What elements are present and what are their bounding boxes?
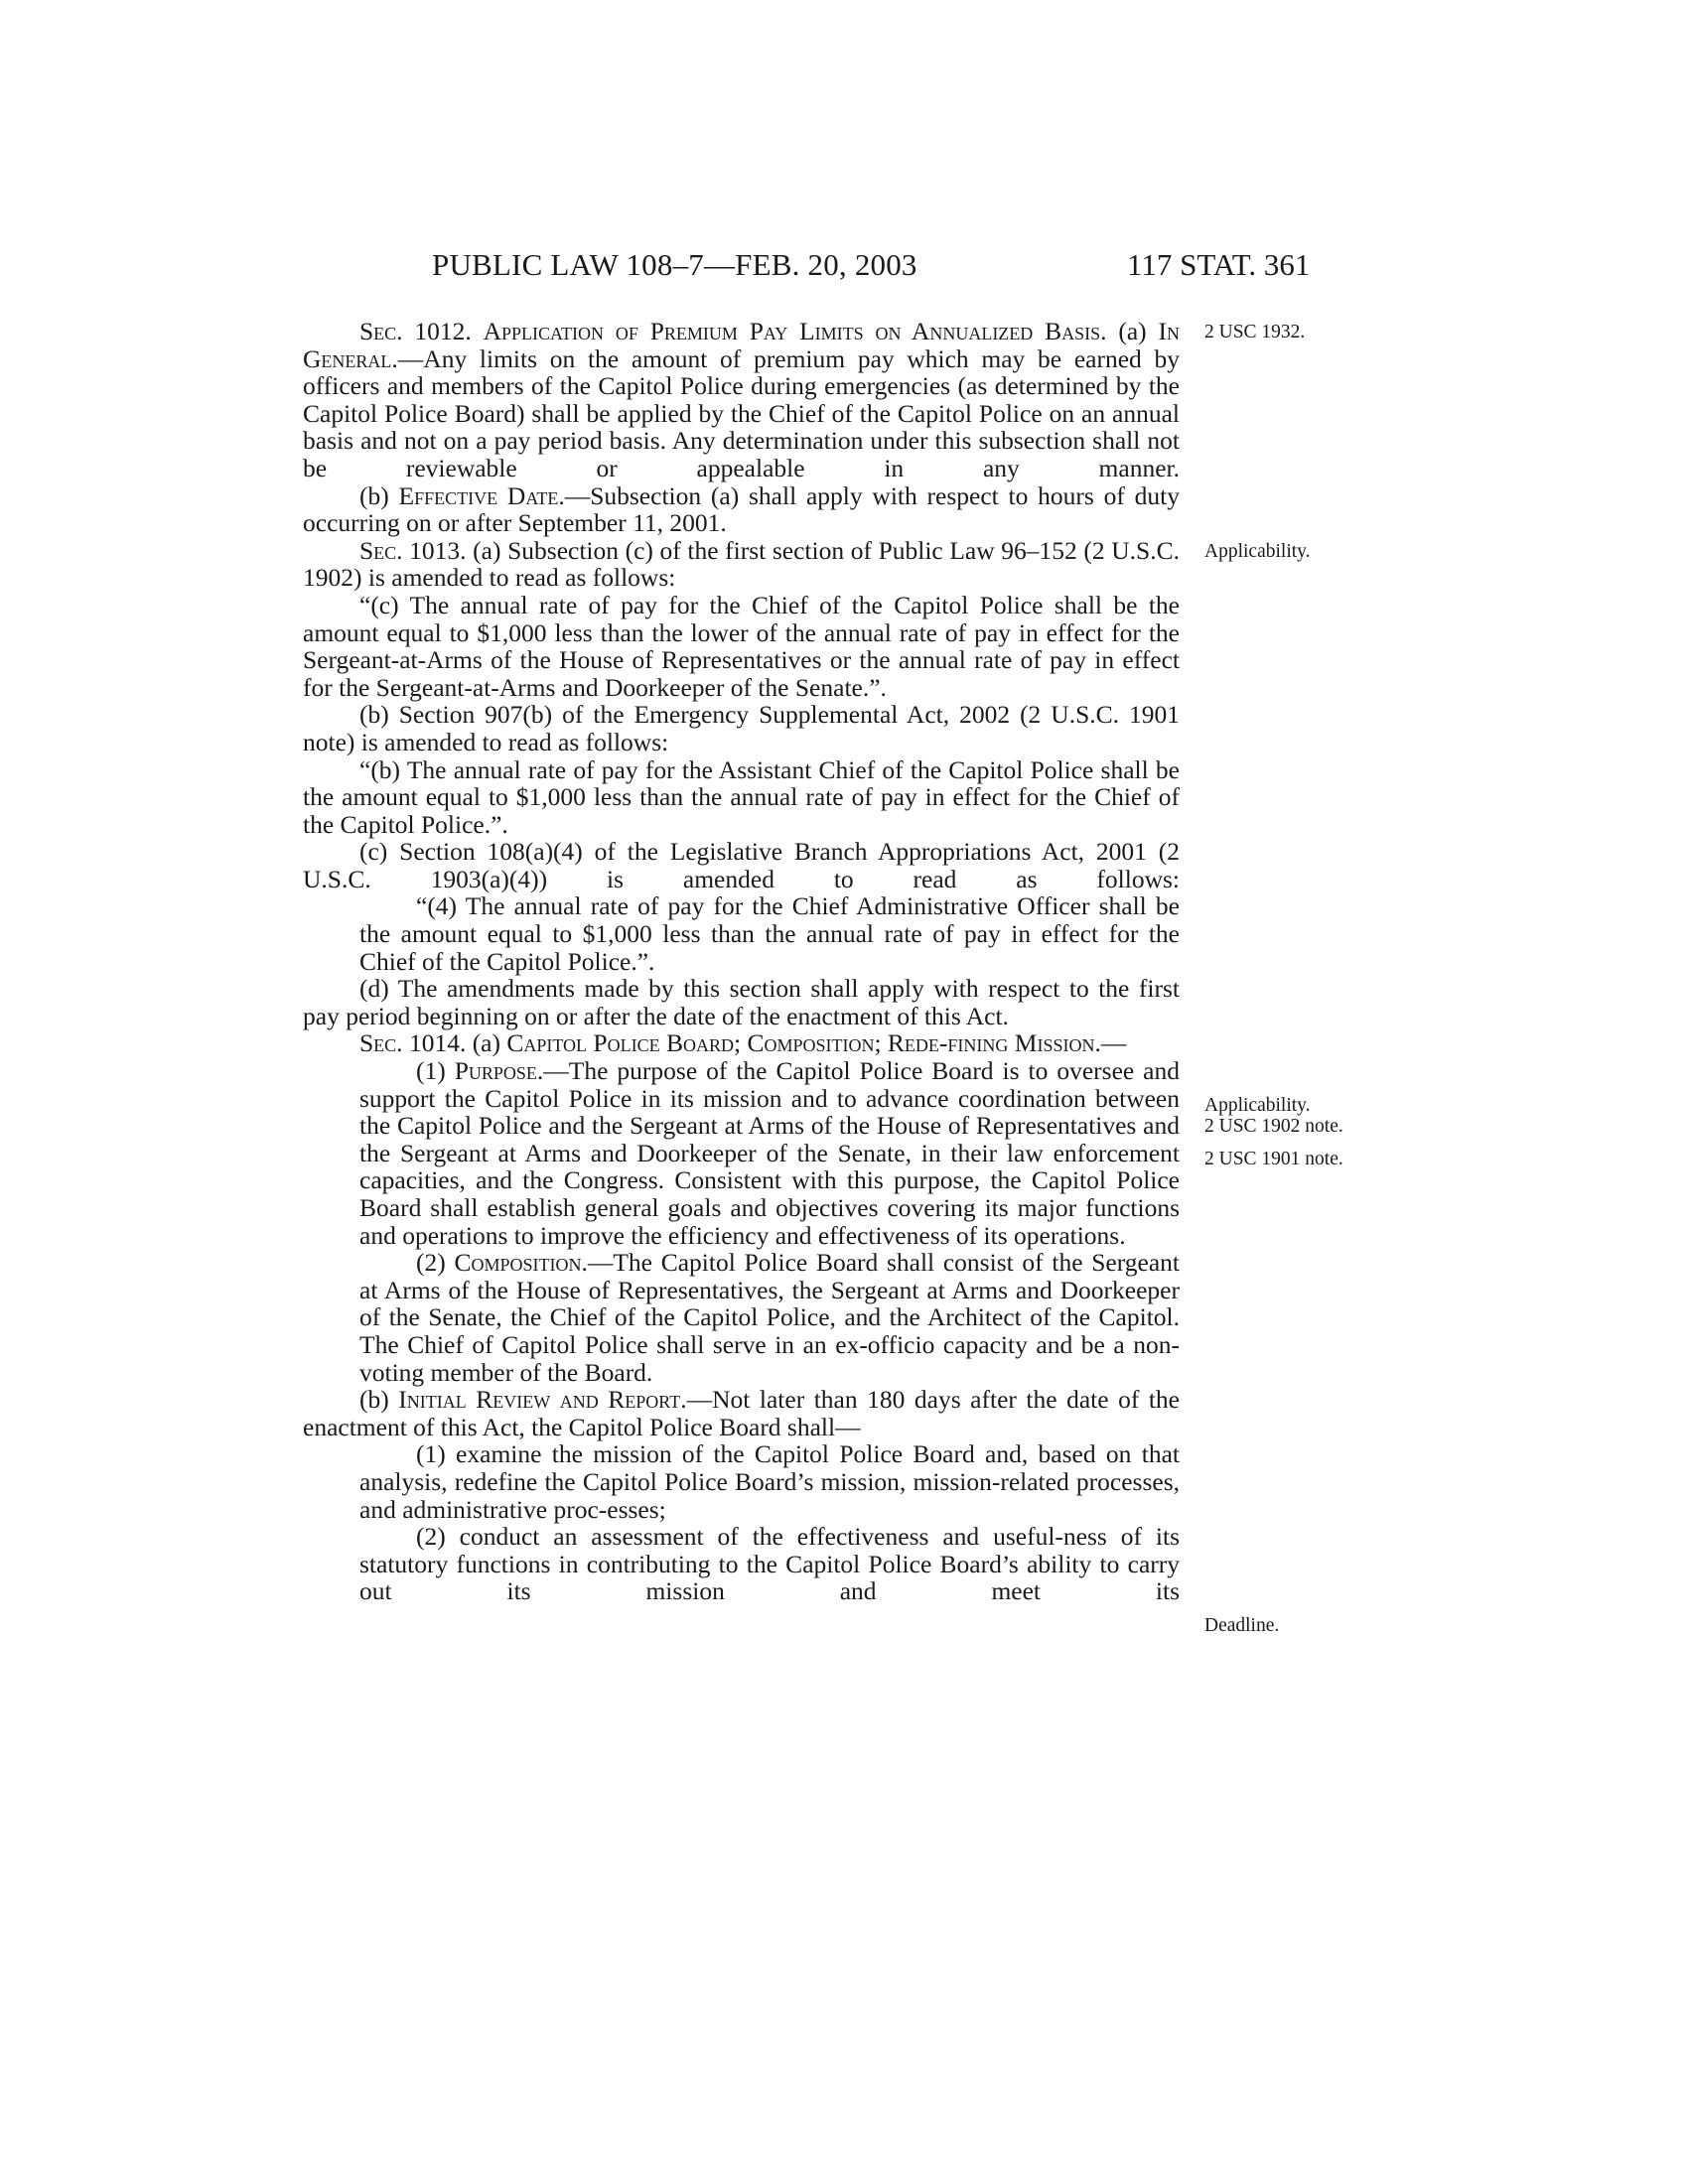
sec-number: 1012. [402,317,484,345]
sec-1014-para-a1 [303,1057,1180,1249]
sec-1013-para-c: (c) Section 108(a)(4) of the Legislative Branch Appropriations Act, 2001 (2 U.S.C. 1903(a)(4)) is amended to read as follows: [303,837,1180,893]
para-label: (1) [416,1056,455,1086]
page-stat-number: 117 STAT. 361 [1127,247,1311,282]
margin-note-usc-1902-note: 2 USC 1902 note. [1204,1116,1343,1137]
sec-1013-para-d: (d) The amendments made by this section shall apply with respect to the first pay period beginning on or after the date of the enactment of this Act. [303,974,1180,1030]
subsec-label: (a) [1106,317,1159,345]
sec-1012-para-a [303,318,1180,482]
sec-1014-para-a2 [303,1249,1180,1386]
running-header-title: PUBLIC LAW 108–7—FEB. 20, 2003 [432,247,917,282]
sec-1014-para-b [303,1386,1180,1440]
sec-number: 1014. (a) [402,1028,507,1058]
subsec-label: (b) [359,1385,399,1415]
subsec-label: (b) [359,480,399,510]
para-text: —The purpose of the Capitol Police Board is to oversee and support the Capitol Police in its mission and to advance coordination between the Capitol Police and the Sergeant at Arms of the House of Representatives and the Sergeant at Arms and Doorkeeper of the Senate, in their law enforcement capacities, and the Congress. Consistent with this purpose, the Capitol Police Board shall establish general goals and objectives covering its major functions and operations to improve the efficiency and effectiveness of its operations. [359,1056,1180,1250]
sec-1012-para-b [303,482,1180,537]
subsec-heading: In General. [303,317,1180,373]
sec-1013-para-b: (b) Section 907(b) of the Emergency Supplemental Act, 2002 (2 U.S.C. 1901 note) is amended to read as follows: [303,700,1180,756]
subsec-text: —Any limits on the amount of premium pay which may be earned by officers and members of the Capitol Police during emergencies (as determined by the Capitol Police Board) shall be applied by the Chief of the Capitol Police on an annual basis and not on a pay period basis. Any determination under this subsection shall not be reviewable or appealable in any manner. [303,343,1180,482]
margin-note-applicability-2: Applicability. [1204,1095,1311,1116]
para-label: (2) [416,1248,455,1278]
margin-note-usc-1932: 2 USC 1932. [1204,322,1306,342]
subsec-dash: — [1100,1028,1127,1058]
sec-label: Sec. [359,535,403,565]
subsec-text: 1013. (a) Subsection (c) of the first section of Public Law 96–152 (2 U.S.C. 1902) is amended to read as follows: [303,535,1180,593]
para-heading: Composition. [454,1248,588,1278]
para-heading: Purpose. [454,1056,544,1086]
margin-note-applicability-1: Applicability. [1204,541,1311,562]
sec-heading: Application of Premium Pay Limits on Annualized Basis. [483,317,1107,345]
subsec-heading: Initial Review and Report. [398,1385,687,1415]
sec-label: Sec. [359,317,403,345]
margin-note-deadline: Deadline. [1204,1615,1280,1636]
sec-1013-para-a [303,537,1180,592]
sec-1014-para-b2: (2) conduct an assessment of the effectiveness and useful-ness of its statutory functions in contributing to the Capitol Police Board’s ability to carry out its mission and meet its [359,1522,1180,1606]
sec-1014-para-a [303,1029,1180,1057]
sec-label: Sec. [359,1028,403,1058]
subsec-text: —Subsection (a) shall apply with respect to hours of duty occurring on or after September 11, 2001. [303,480,1180,538]
para-text: —The Capitol Police Board shall consist of the Sergeant at Arms of the House of Representatives, the Sergeant at Arms and Doorkeeper of the Senate, the Chief of the Capitol Police, and the Architect of the Capitol. The Chief of Capitol Police shall serve in an ex-officio capacity and be a non-voting member of the Board. [359,1248,1180,1387]
subsec-heading: Effective Date. [398,480,565,510]
statute-body [303,318,1180,1605]
margin-note-usc-1901-note: 2 USC 1901 note. [1204,1149,1343,1169]
subsec-heading: Capitol Police Board; Composition; Rede-fining Mission. [506,1028,1101,1058]
sec-1013-quote-b: “(b) The annual rate of pay for the Assistant Chief of the Capitol Police shall be the amount equal to $1,000 less than the annual rate of pay in effect for the Chief of the Capitol Police.”. [303,754,1180,839]
sec-1013-quote-4: “(4) The annual rate of pay for the Chief Administrative Officer shall be the amount equal to $1,000 less than the annual rate of pay in effect for the Chief of the Capitol Police.”. [359,891,1180,976]
subsec-text: —Not later than 180 days after the date of the enactment of this Act, the Capitol Police Board shall— [303,1385,1181,1441]
sec-1014-para-b1: (1) examine the mission of the Capitol Police Board and, based on that analysis, redefine the Capitol Police Board’s mission, mission-related processes, and administrative proc-esses; [359,1439,1180,1524]
sec-1013-quote-c: “(c) The annual rate of pay for the Chief of the Capitol Police shall be the amount equal to $1,000 less than the lower of the annual rate of pay in effect for the Sergeant-at-Arms of the House of Representatives or the annual rate of pay in effect for the Sergeant-at-Arms and Doorkeeper of the Senate.”. [303,590,1180,702]
